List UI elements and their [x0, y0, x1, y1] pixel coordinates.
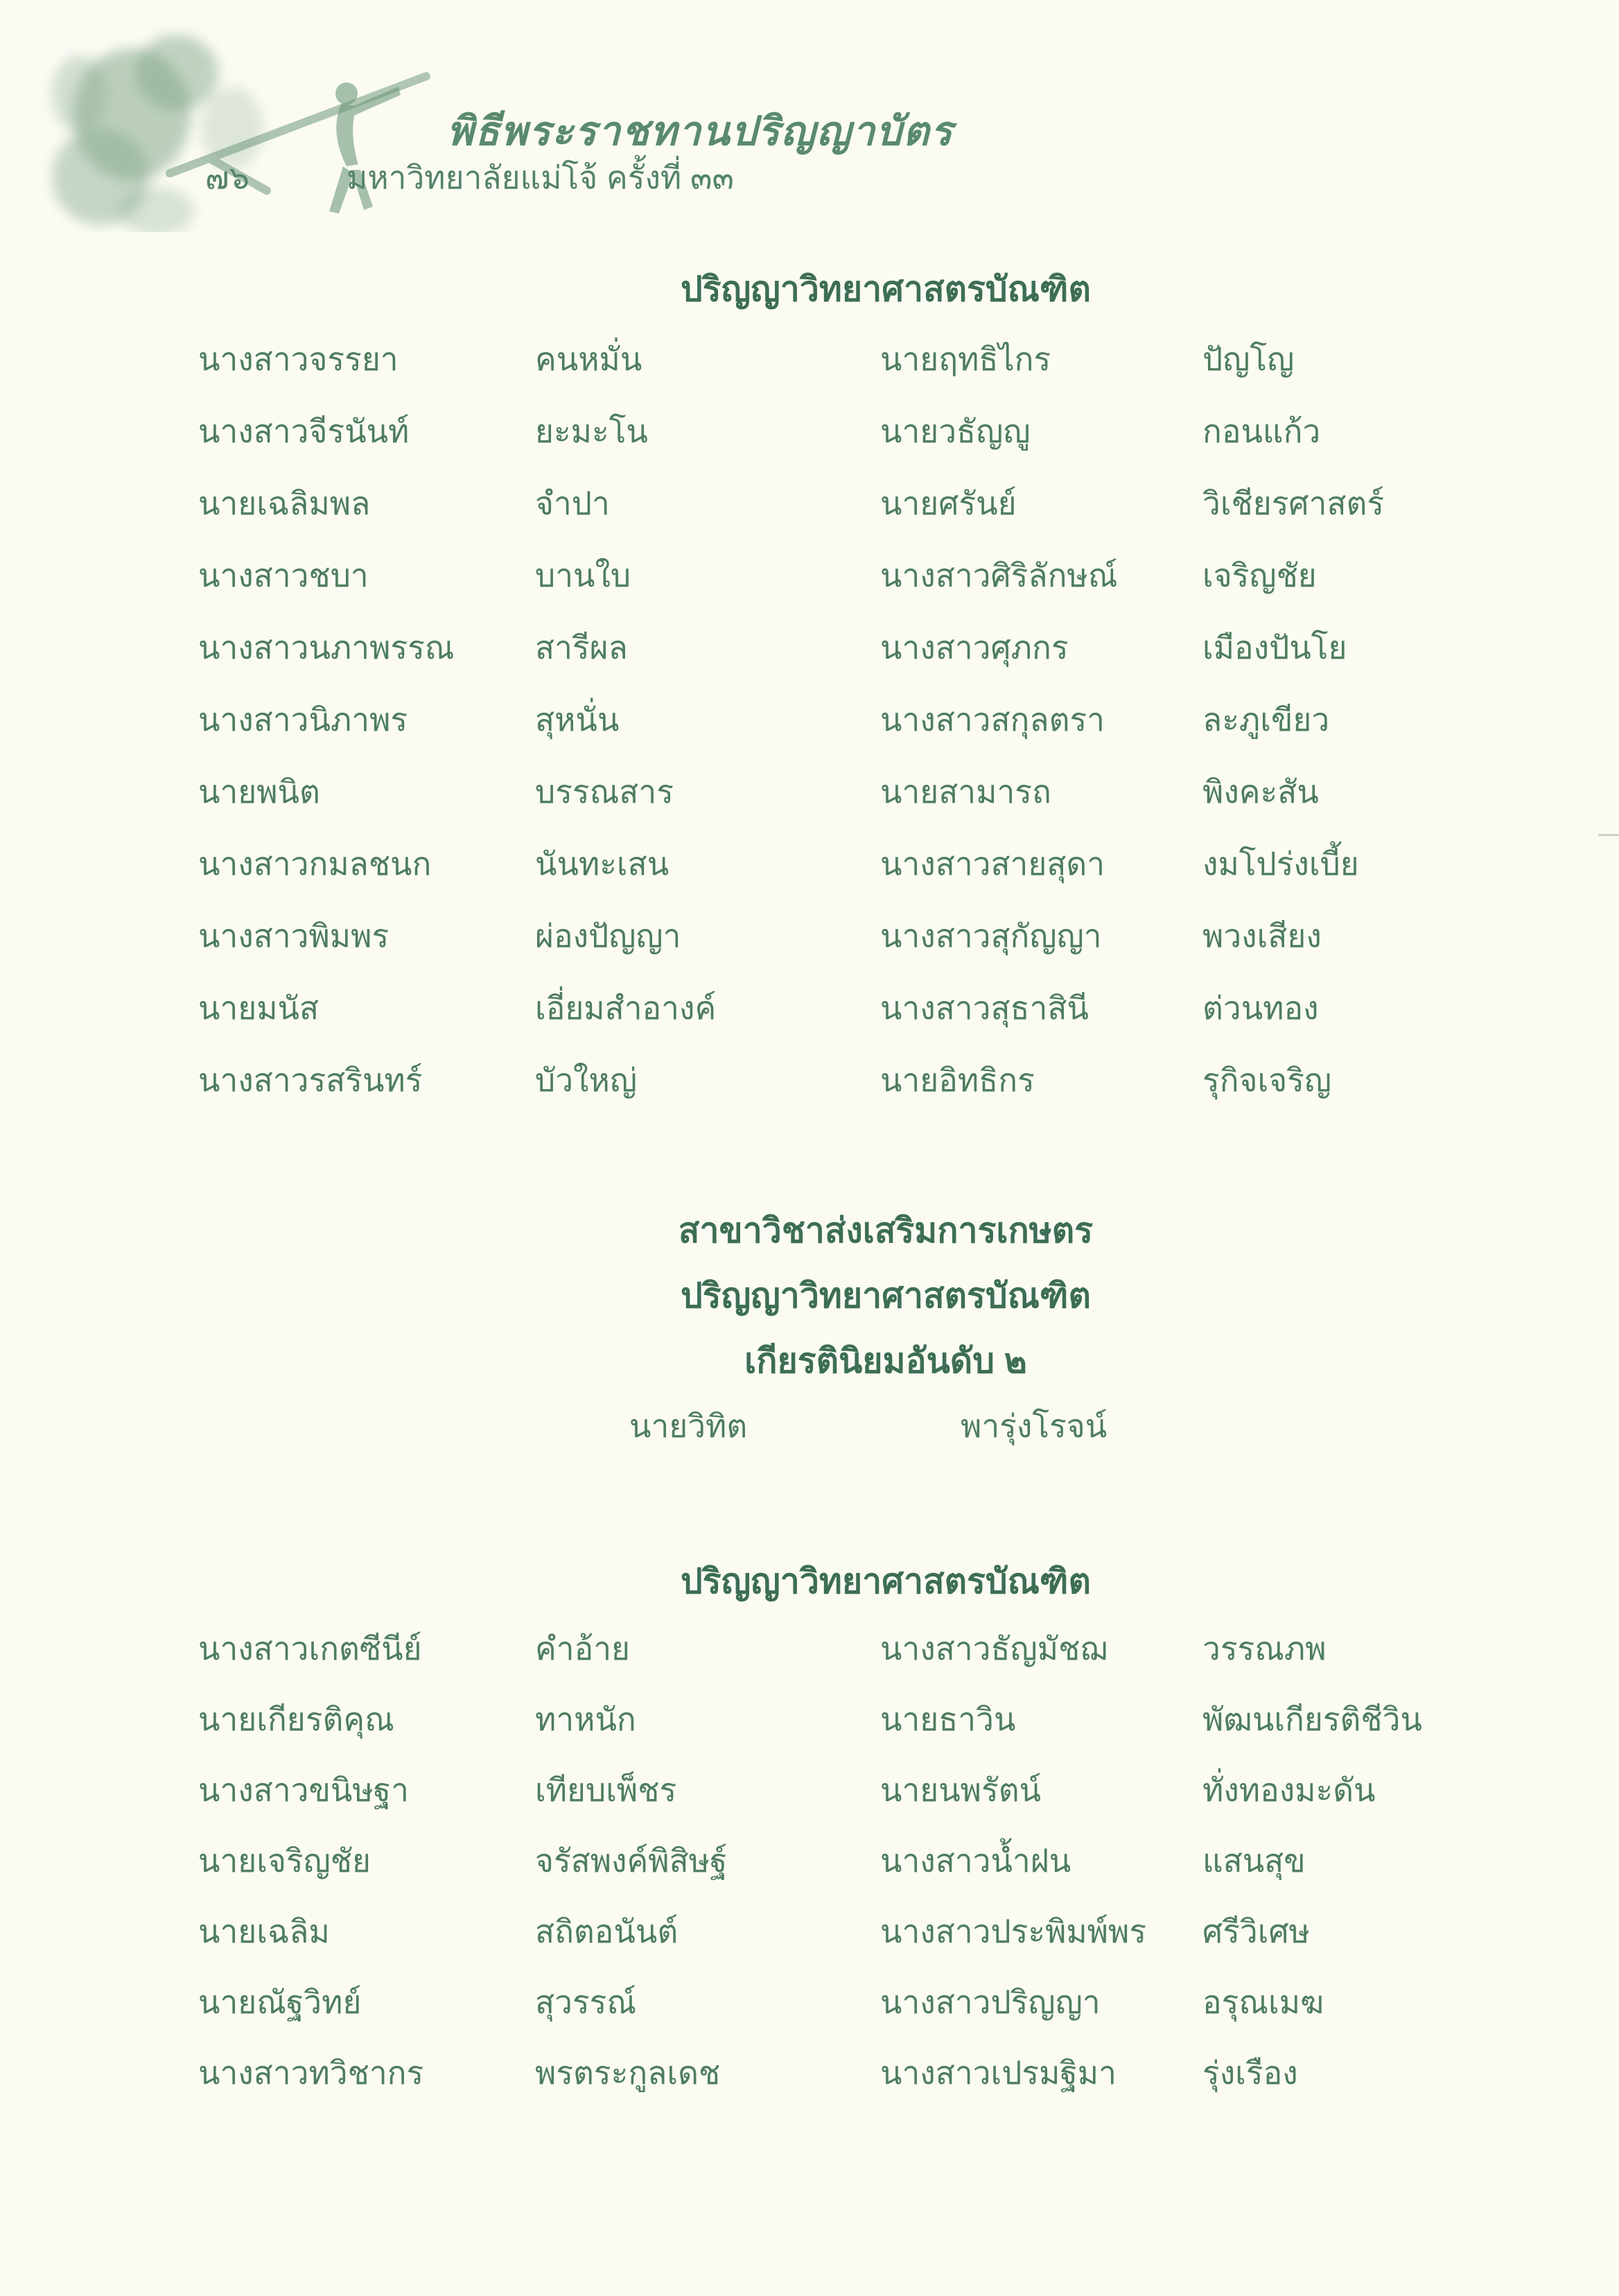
graduate-surname: คนหมั่น [535, 341, 642, 377]
graduate-name: นางสาวจรรยา [198, 341, 399, 377]
graduate-surname: จำปา [535, 485, 610, 521]
graduate-name: นางสาวนิภาพร [198, 702, 408, 738]
section2-degree-title: ปริญญาวิทยาศาสตรบัณฑิต [680, 1276, 1092, 1315]
graduate-name: นางสาวรสรินทร์ [198, 1062, 423, 1098]
graduate-name: นายธาวิน [880, 1701, 1016, 1737]
graduate-name: นางสาวปริญญา [880, 1984, 1101, 2020]
graduate-name: นางสาวนภาพรรณ [198, 629, 455, 666]
graduate-name: นางสาวสุธาสินี [880, 990, 1089, 1026]
graduate-name: นางสาวกมลชนก [198, 846, 432, 882]
page-number: ๗๖ [205, 159, 250, 195]
graduate-surname: งมโปร่งเบี้ย [1202, 846, 1359, 882]
graduate-name: นายนพรัตน์ [880, 1772, 1042, 1808]
section3-degree-title: ปริญญาวิทยาศาสตรบัณฑิต [680, 1562, 1092, 1601]
graduate-surname: ปัญโญ [1202, 341, 1295, 377]
graduate-surname: เมืองปันโย [1202, 629, 1347, 666]
graduate-surname: ทาหนัก [535, 1701, 636, 1737]
graduate-surname: นันทะเสน [535, 846, 670, 882]
honoree-name: นายวิทิต [629, 1408, 748, 1444]
graduate-surname: พิงคะสัน [1202, 774, 1319, 810]
graduate-name: นางสาวเกตซีนีย์ [198, 1630, 422, 1667]
graduate-name: นายเกียรติคุณ [198, 1701, 394, 1737]
graduate-surname: พรตระกูลเดช [535, 2055, 721, 2091]
graduate-surname: สุหนั่น [535, 702, 620, 738]
graduate-surname: สถิตอนันต์ [535, 1913, 679, 1949]
graduate-surname: เทียบเพ็ชร [535, 1772, 677, 1808]
graduate-surname: ละภูเขียว [1202, 702, 1330, 738]
graduate-name: นางสาวทวิชากร [198, 2055, 424, 2091]
graduate-surname: สารีผล [535, 629, 628, 666]
graduate-surname: อรุณเมฆ [1202, 1984, 1324, 2020]
graduate-surname: ผ่องปัญญา [535, 918, 681, 954]
section1-degree-title: ปริญญาวิทยาศาสตรบัณฑิต [680, 270, 1092, 308]
graduate-surname: สุวรรณ์ [535, 1984, 636, 2020]
graduate-surname: ยะมะโน [535, 413, 648, 449]
scan-edge-artifact [1598, 834, 1619, 836]
graduate-surname: รุ่งเรือง [1202, 2055, 1298, 2091]
graduate-name: นางสาวพิมพร [198, 918, 390, 954]
graduate-surname: บานใบ [535, 557, 631, 593]
graduate-name: นางสาวธัญมัชฌ [880, 1630, 1108, 1667]
graduate-name: นางสาวจีรนันท์ [198, 413, 410, 449]
graduate-name: นางสาวศิริลักษณ์ [880, 557, 1118, 593]
graduate-name: นายสามารถ [880, 774, 1051, 810]
graduates-list-1 [198, 323, 1591, 1116]
graduate-name: นางสาวสุกัญญา [880, 918, 1102, 954]
graduate-surname: บรรณสาร [535, 774, 674, 810]
graduate-surname: พัฒนเกียรติชีวิน [1202, 1701, 1422, 1737]
branch-title: สาขาวิชาส่งเสริมการเกษตร [678, 1211, 1094, 1250]
graduate-name: นายเฉลิมพล [198, 485, 371, 521]
graduate-surname: แสนสุข [1202, 1843, 1306, 1879]
graduate-name: นางสาวประพิมพ์พร [880, 1913, 1147, 1949]
graduates-list-2 [198, 1613, 1591, 2108]
graduate-surname: กอนแก้ว [1202, 413, 1321, 449]
honors-rank-title: เกียรตินิยมอันดับ ๒ [744, 1341, 1027, 1380]
graduate-name: นายพนิต [198, 774, 320, 810]
graduate-name: นางสาวศุภกร [880, 629, 1069, 666]
graduate-surname: ทั่งทองมะดัน [1202, 1772, 1376, 1808]
graduate-name: นายอิทธิกร [880, 1062, 1035, 1098]
graduate-name: นายวธัญญู [880, 413, 1031, 449]
graduate-surname: ศรีวิเศษ [1202, 1913, 1310, 1949]
graduate-name: นายเจริญชัย [198, 1843, 371, 1879]
graduate-surname: ต่วนทอง [1202, 990, 1319, 1026]
honoree-surname: พารุ่งโรจน์ [961, 1408, 1108, 1444]
graduate-surname: จรัสพงค์พิสิษฐ์ [535, 1843, 728, 1879]
graduate-surname: เจริญชัย [1202, 557, 1317, 593]
graduate-surname: คำอ้าย [535, 1630, 631, 1667]
graduate-surname: วิเชียรศาสตร์ [1202, 485, 1385, 521]
graduate-name: นางสาวเปรมฐิมา [880, 2055, 1117, 2091]
graduate-name: นายมนัส [198, 990, 320, 1026]
ceremony-title: พิธีพระราชทานปริญญาบัตร [447, 109, 954, 154]
graduate-surname: พวงเสียง [1202, 918, 1322, 954]
graduate-name: นางสาวน้ำฝน [880, 1843, 1071, 1879]
university-subtitle: มหาวิทยาลัยแม่โจ้ ครั้งที่ ๓๓ [347, 159, 734, 195]
graduate-name: นายเฉลิม [198, 1913, 330, 1949]
graduate-name: นายฤทธิไกร [880, 341, 1051, 377]
graduate-name: นายศรันย์ [880, 485, 1017, 521]
graduate-surname: เอี่ยมสำอางค์ [535, 990, 717, 1026]
graduate-name: นางสาวสกุลตรา [880, 702, 1105, 738]
graduate-surname: รุกิจเจริญ [1202, 1062, 1332, 1098]
graduate-name: นางสาวสายสุดา [880, 846, 1105, 882]
graduate-name: นางสาวชบา [198, 557, 369, 593]
graduate-name: นางสาวขนิษฐา [198, 1772, 409, 1808]
graduate-surname: บัวใหญ่ [535, 1062, 638, 1098]
graduate-surname: วรรณภพ [1202, 1630, 1327, 1667]
graduate-name: นายณัฐวิทย์ [198, 1984, 362, 2020]
